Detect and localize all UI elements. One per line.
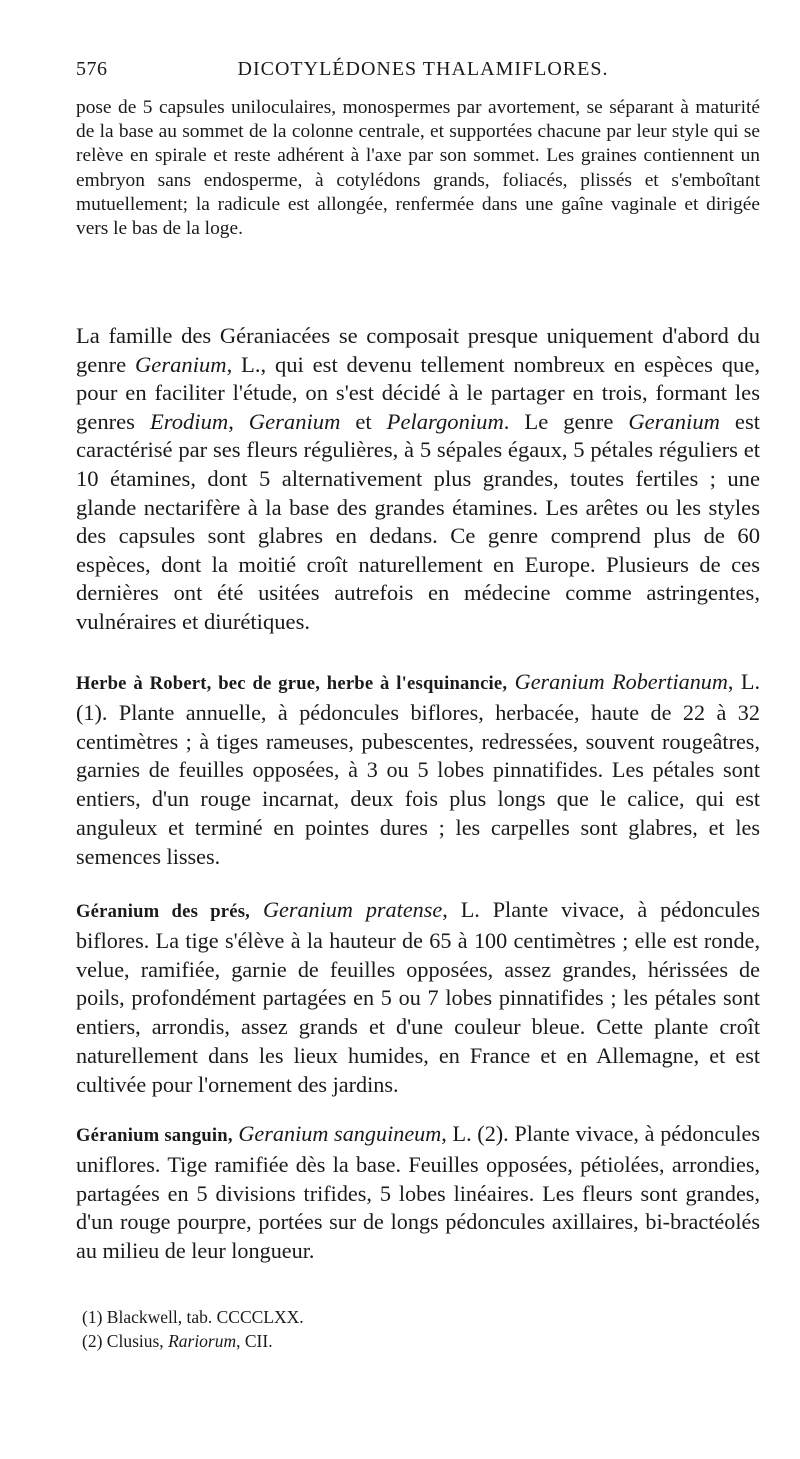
- text-segment: ,: [228, 408, 249, 434]
- entry-text: , L. (2). Plante vivace, à pédoncules uniflores. Tige ramifiée dès la base. Feuilles opposées, pétiolées, arrondies, partagées en 5 divisions trifides, 5 lobes linéaires. Les fleurs sont grandes, d'un rouge pourpre, portées sur de longs pédoncules axillaires, bi-bractéolés au milieu de leur longueur.: [76, 1121, 761, 1264]
- text-segment: est caractérisé par ses fleurs régulières, à 5 sépales égaux, 5 pétales réguliers et 10 étamines, dont 5 alternativement plus grandes, toutes fertiles ; une glande nectarifère à la base des grandes étamines. Les arêtes ou les styles des capsules sont glabres en dedans. Ce genre comprend plus de 60 espèces, dont la moitié croît naturellement en Europe. Plusieurs de ces dernières ont été usitées autrefois en médecine comme astringentes, vulnéraires et diurétiques.: [76, 408, 761, 634]
- species-name: Geranium Robertianum: [514, 669, 728, 694]
- genus-name: Pelargonium: [386, 408, 504, 434]
- entry-text: , L. (1). Plante annuelle, à pédoncules biflores, herbacée, haute de 22 à 32 centimètres ; à tiges rameuses, pubescentes, redressées, souvent rougeâtres, garnies de feuilles opposées, à 3 ou 5 lobes pinnatifides. Les pétales sont entiers, d'un rouge incarnat, deux fois plus longs que le calice, qui est anguleux et terminé en pointes dures ; les carpelles sont glabres, et les semences lisses.: [76, 669, 760, 869]
- page-number: 576: [76, 58, 108, 80]
- species-name: Geranium sanguineum: [238, 1121, 442, 1146]
- entry-geranium-robertianum: [76, 668, 760, 872]
- entry-text: , L. Plante vivace, à pédoncules biflores. La tige s'élève à la hauteur de 65 à 100 centimètres ; elle est ronde, velue, ramifiée, garnie de feuilles opposées, assez grandes, hérissées de poils, profondément partagées en 5 ou 7 lobes pinnatifides ; les pétales sont entiers, arrondis, assez grands et d'une couleur bleue. Cette plante croît naturellement dans les lieux humides, en France et en Allemagne, et est cultivée pour l'ornement des jardins.: [76, 897, 760, 1097]
- paragraph-genus-description: [76, 322, 760, 637]
- genus-name: Geranium: [248, 408, 341, 434]
- genus-name: Geranium: [134, 351, 227, 377]
- entry-geranium-sanguineum: [76, 1120, 760, 1266]
- footnote-text: Blackwell, tab. CCCCLXX.: [106, 1307, 304, 1327]
- footnote-title: Rariorum: [168, 1330, 237, 1351]
- text-segment: , L., qui est devenu tellement nombreux en espèces que, pour en faciliter l'étude, on s'est décidé à le partager en trois, formant les genres: [76, 351, 761, 434]
- entry-heading: Géranium sanguin,: [76, 1125, 233, 1146]
- text-segment: et: [340, 408, 387, 434]
- footnote-marker: (1): [82, 1307, 103, 1327]
- footnote-2: [82, 1330, 682, 1354]
- text-segment: . Le genre: [503, 408, 629, 434]
- species-name: Geranium pratense: [262, 897, 443, 922]
- paragraph-text: pose de 5 capsules uniloculaires, monospermes par avortement, se séparant à maturité de la base au sommet de la colonne centrale, et supportées chacune par leur style qui se relève en spirale et reste adhérent à l'axe par son sommet. Les graines contiennent un embryon sans endosperme, à cotylédons grands, foliacés, plissés et s'emboîtant mutuellement; la radicule est allongée, renfermée dans une gaîne vaginale et dirigée vers le bas de la loge.: [76, 97, 760, 240]
- genus-name: Geranium: [628, 408, 720, 434]
- footnotes: [82, 1306, 682, 1353]
- genus-name: Erodium: [149, 408, 229, 434]
- footnote-text-end: , CII.: [236, 1330, 273, 1351]
- footnote-text: Clusius,: [106, 1330, 169, 1351]
- entry-heading: Herbe à Robert, bec de grue, herbe à l'esquinancie,: [76, 673, 508, 694]
- running-head: DICOTYLÉDONES THALAMIFLORES.: [237, 58, 609, 80]
- footnote-1: [82, 1306, 682, 1330]
- entry-geranium-pratense: [76, 896, 760, 1100]
- text-segment: La famille des Géraniacées se composait presque uniquement d'abord du genre: [76, 323, 760, 377]
- paragraph-family-description: [76, 96, 760, 241]
- page-header: [76, 58, 760, 88]
- footnote-marker: (2): [82, 1330, 103, 1351]
- entry-heading: Géranium des prés,: [76, 901, 251, 922]
